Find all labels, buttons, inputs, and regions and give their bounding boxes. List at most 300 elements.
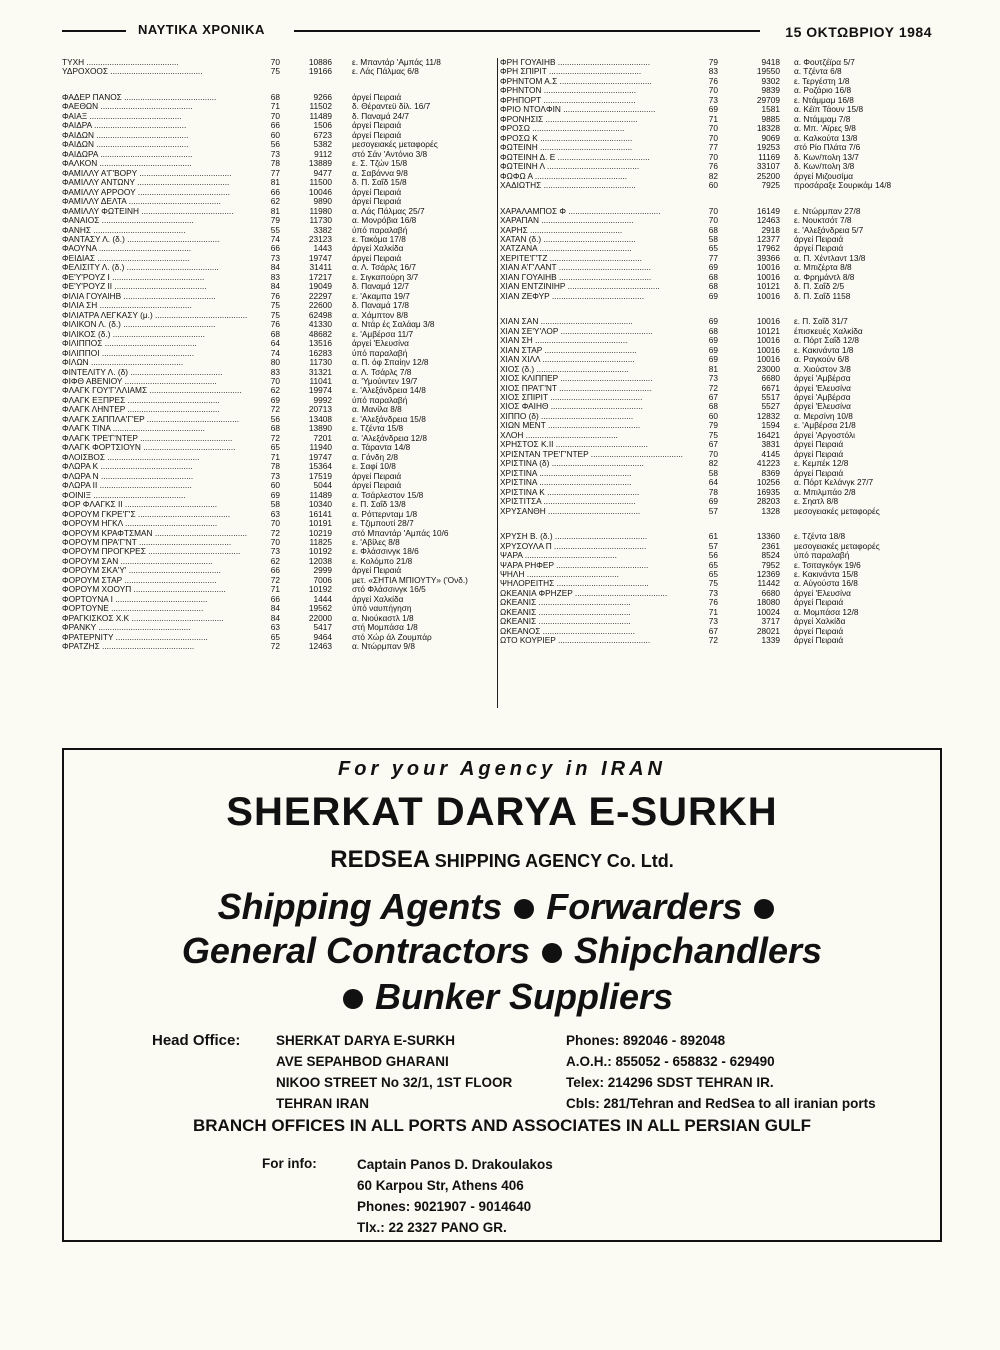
build-year: 58 bbox=[270, 499, 280, 510]
build-year: 72 bbox=[270, 527, 280, 538]
tonnage: 10340 bbox=[308, 499, 332, 510]
ship-name: ΦΑΛΚΟΝ ........................................ bbox=[62, 158, 192, 169]
ship-status: άργεί Πειραιά bbox=[352, 129, 402, 140]
tonnage: 9464 bbox=[313, 631, 332, 642]
ship-name: ΧΑΔΙΩΤΗΣ ........................................ bbox=[500, 180, 636, 191]
ship-row bbox=[500, 292, 940, 301]
tonnage: 8524 bbox=[761, 550, 780, 561]
ship-name: ΧΡΙΣΤΙΤΣΑ ........................................ bbox=[500, 496, 636, 507]
tonnage: 12463 bbox=[308, 641, 332, 652]
ship-name: ΧΑΡΗΣ ........................................ bbox=[500, 224, 623, 235]
ship-name: ΦΡΗΠΟΡΤ ........................................ bbox=[500, 94, 636, 105]
ship-name: ΦΟΡΟΥΜ ΣΚΑ'Υ' ........................................ bbox=[62, 565, 221, 576]
build-year: 66 bbox=[270, 186, 280, 197]
ship-name: ΦΑΕΘΩΝ ........................................ bbox=[62, 101, 193, 112]
build-year: 68 bbox=[708, 281, 718, 292]
tonnage: 1339 bbox=[761, 635, 780, 646]
ship-status: α. Ρόττερνταμ 1/8 bbox=[352, 508, 418, 519]
ship-name: ΦΡΑΓΚΙΣΚΟΣ Χ.Κ ........................................ bbox=[62, 612, 224, 623]
tonnage: 9839 bbox=[761, 85, 780, 96]
ship-status: άργεί Χαλκίδα bbox=[352, 593, 404, 604]
ship-status: ύπό παραλαβή bbox=[352, 394, 408, 405]
ship-name: ΧΙΑΝ ΣΤΑΡ ........................................ bbox=[500, 344, 637, 355]
ship-group bbox=[62, 93, 492, 652]
ship-name: ΧΙΟΣ ΦΑΙΗΘ ........................................ bbox=[500, 401, 643, 412]
contact-line: Phones: 892046 - 892048 bbox=[566, 1033, 726, 1048]
ship-status: δ. Παναμά 17/8 bbox=[352, 300, 409, 311]
ship-status: άργεί Χαλκίδα bbox=[352, 243, 404, 254]
ship-name: ΦΛΟΙΣΒΟΣ ........................................ bbox=[62, 451, 200, 462]
ship-status: ε. Π. Σαΐδ 13/8 bbox=[352, 499, 406, 510]
ship-name: ΦΡΑΤΕΡΝΙΤΥ ........................................ bbox=[62, 631, 208, 642]
ship-name: ΧΙΟΣ ΚΛΙΠΠΕΡ ........................................ bbox=[500, 373, 653, 384]
ship-name: ΧΡΙΣΤΙΝΑ ........................................ bbox=[500, 477, 632, 488]
ship-status: άργεί Πειραιά bbox=[352, 565, 402, 576]
tonnage: 1506 bbox=[313, 120, 332, 131]
ship-name: ΦΑΜΙΛΛΥ Α'Γ'ΒΟΡΥ ........................................ bbox=[62, 167, 232, 178]
ship-name: ΦΡΟΣΩ Κ ........................................ bbox=[500, 132, 633, 143]
tonnage: 18080 bbox=[756, 597, 780, 608]
ship-name: ΧΑΡΑΠΑΝ ........................................ bbox=[500, 215, 634, 226]
ship-status: α. Αύγούστα 16/8 bbox=[794, 578, 858, 589]
tonnage: 19049 bbox=[308, 281, 332, 292]
tonnage: 11489 bbox=[309, 110, 332, 121]
ship-status: ύπό ναυπήγηση bbox=[352, 603, 412, 614]
ship-name: ΦΙΦΘ ΑΒΕΝΙΟΥ ........................................ bbox=[62, 376, 217, 386]
ship-name: ΦΛΩΡΑ Ν ........................................ bbox=[62, 470, 194, 481]
ship-status: ε. Σαφί 10/8 bbox=[352, 461, 396, 472]
info-line: Phones: 9021907 - 9014640 bbox=[357, 1199, 532, 1214]
tonnage: 11489 bbox=[309, 489, 332, 500]
tonnage: 11730 bbox=[309, 357, 332, 368]
build-year: 67 bbox=[708, 439, 718, 450]
ship-name: ΦΑΙΔΩΡΑ ........................................ bbox=[62, 148, 193, 159]
tonnage: 6671 bbox=[761, 382, 780, 393]
ship-status: μεσογειακές μεταφορές bbox=[794, 505, 880, 516]
ship-name: ΦΑΟΥΝΑ ........................................ bbox=[62, 243, 192, 254]
build-year: 79 bbox=[270, 215, 280, 226]
ship-name: ΦΛΩΡΑ ΙΙ ........................................ bbox=[62, 480, 192, 491]
tonnage: 19747 bbox=[308, 451, 332, 462]
build-year: 69 bbox=[270, 394, 280, 405]
build-year: 81 bbox=[708, 363, 718, 374]
ship-name: ΦΕ'Υ'ΡΟΥΖ ΙΙ ........................................ bbox=[62, 281, 207, 292]
ship-group bbox=[62, 58, 492, 77]
ship-status: α. Πόρτ Σαΐδ 12/8 bbox=[794, 335, 860, 346]
build-year: 65 bbox=[708, 568, 718, 579]
build-year: 62 bbox=[270, 385, 280, 396]
tonnage: 10192 bbox=[308, 584, 332, 595]
ship-status: άργεί 'Ελευσίνα bbox=[794, 587, 851, 598]
ship-status: ε. Νουκτσότ 7/8 bbox=[794, 215, 852, 226]
build-year: 69 bbox=[708, 262, 718, 273]
build-year: 66 bbox=[270, 120, 280, 131]
build-year: 65 bbox=[270, 442, 280, 453]
column-divider bbox=[497, 58, 498, 708]
build-year: 71 bbox=[708, 606, 718, 617]
tonnage: 48682 bbox=[308, 328, 332, 339]
ship-name: ΦΟΡΤΟΥΝΑ Ι ........................................ bbox=[62, 593, 208, 604]
ship-status: α. Μερσίνη 10/8 bbox=[794, 410, 853, 421]
build-year: 75 bbox=[270, 309, 280, 320]
ship-status: δ. Θέραντεϋ δίλ. 16/7 bbox=[352, 101, 431, 112]
tonnage: 5044 bbox=[313, 480, 332, 491]
ship-status: ε. Π. Σαΐδ 31/7 bbox=[794, 316, 848, 327]
tonnage: 13408 bbox=[308, 413, 332, 424]
build-year: 78 bbox=[270, 461, 280, 472]
tonnage: 33107 bbox=[756, 161, 780, 172]
build-year: 67 bbox=[708, 392, 718, 402]
build-year: 72 bbox=[270, 432, 280, 443]
ship-name: ΦΑΜΙΛΛΥ ΑΝΤΩΝΥ ........................................ bbox=[62, 177, 230, 188]
ship-status: άργεί Χαλκίδα bbox=[794, 616, 846, 627]
ship-name: ΧΙΑΝ ΣΑΝ ........................................ bbox=[500, 316, 633, 327]
tonnage: 13516 bbox=[308, 338, 332, 349]
tonnage: 10016 bbox=[756, 354, 780, 365]
tonnage: 12369 bbox=[756, 568, 780, 579]
build-year: 78 bbox=[270, 158, 280, 169]
ship-status: δ. Παναμά 12/7 bbox=[352, 281, 409, 292]
ship-status: έπισκευές Χαλκίδα bbox=[794, 325, 863, 336]
build-year: 71 bbox=[270, 101, 280, 112]
ship-status: άργεί Πειραιά bbox=[352, 186, 402, 197]
tonnage: 23123 bbox=[308, 233, 332, 244]
service-shipping-agents: Shipping Agents bbox=[217, 886, 503, 927]
ship-status: α. Γάνδη 2/8 bbox=[352, 451, 398, 462]
build-year: 58 bbox=[708, 467, 718, 478]
build-year: 76 bbox=[708, 161, 718, 172]
ship-name: ΦΑΜΙΛΛΥ ΔΕΛΤΑ ........................................ bbox=[62, 196, 221, 207]
build-year: 65 bbox=[708, 559, 718, 570]
build-year: 61 bbox=[708, 531, 718, 542]
tonnage: 7952 bbox=[761, 559, 780, 570]
ship-name: ΧΙΑΝ ΧΙΛΛ ........................................ bbox=[500, 354, 635, 365]
ship-status: ε. Σ. Τζών 15/8 bbox=[352, 158, 408, 169]
ship-name: ΦΡΙΟ ΝΤΟΛΦΙΝ ........................................ bbox=[500, 104, 656, 115]
build-year: 73 bbox=[708, 373, 718, 384]
ship-name: ΦΑΙΔΩΝ ........................................ bbox=[62, 129, 189, 140]
tonnage: 17217 bbox=[308, 271, 332, 282]
ship-name: ΦΕ'Υ'ΡΟΥΖ Ι ........................................ bbox=[62, 271, 205, 282]
ship-name: ΦΛΑΓΚ ΦΟΡΤΣΙΟΥΝ ........................................ bbox=[62, 442, 236, 453]
build-year: 70 bbox=[270, 518, 280, 529]
ship-group bbox=[500, 532, 940, 646]
tonnage: 22297 bbox=[308, 290, 332, 301]
ship-status: άργεί Πειραιά bbox=[794, 439, 844, 450]
contact-details bbox=[566, 1030, 876, 1114]
build-year: 69 bbox=[708, 290, 718, 301]
build-year: 66 bbox=[270, 593, 280, 604]
ship-name: ΩΚΕΑΝΙΣ ........................................ bbox=[500, 606, 631, 617]
build-year: 71 bbox=[708, 113, 718, 124]
build-year: 74 bbox=[270, 233, 280, 244]
build-year: 75 bbox=[270, 66, 280, 77]
build-year: 84 bbox=[270, 612, 280, 623]
ship-status: άργεί Μιζουσίμα bbox=[794, 170, 854, 181]
tonnage: 12377 bbox=[756, 233, 780, 244]
bullet-dot-icon bbox=[343, 989, 363, 1009]
ship-status: α. Κέϊπ Τάουν 15/8 bbox=[794, 104, 864, 115]
tonnage: 19562 bbox=[308, 603, 332, 614]
ship-status: α. Φουτζέϊρα 5/7 bbox=[794, 57, 855, 67]
ship-name: ΦΟΡ ΦΛΑΓΚΣ ΙΙ ........................................ bbox=[62, 499, 218, 510]
tonnage: 10886 bbox=[308, 57, 332, 67]
ship-name: ΧΙΟΣ (δ.) ........................................ bbox=[500, 363, 629, 374]
build-year: 57 bbox=[708, 505, 718, 516]
tonnage: 7925 bbox=[761, 180, 780, 191]
ship-name: ΦΟΡΟΥΜ ΗΓΚΛ ........................................ bbox=[62, 518, 218, 529]
ship-name: ΩΚΕΑΝΙΣ ........................................ bbox=[500, 597, 631, 608]
ship-name: ΨΑΡΑ ΡΗΦΕΡ ........................................ bbox=[500, 559, 649, 570]
build-year: 62 bbox=[270, 555, 280, 566]
tonnage: 3717 bbox=[761, 616, 780, 627]
ship-name: ΦΙΛΙΑ ΓΟΥΑΙΗΒ ........................................ bbox=[62, 290, 216, 301]
ship-status: στή Μομπάσα 1/8 bbox=[352, 622, 418, 633]
ship-name: ΧΡΗΣΤΟΣ Κ.ΙΙ ........................................ bbox=[500, 439, 648, 450]
ship-name: ΦΟΡΟΥΜ ΓΚΡΕ'Γ'Σ ........................................ bbox=[62, 508, 231, 519]
build-year: 66 bbox=[270, 243, 280, 254]
build-year: 60 bbox=[708, 410, 718, 421]
tonnage: 11442 bbox=[757, 578, 780, 589]
tonnage: 1581 bbox=[761, 104, 780, 115]
build-year: 74 bbox=[270, 347, 280, 358]
build-year: 70 bbox=[270, 536, 280, 547]
ship-status: άργεί Πειραιά bbox=[352, 120, 402, 131]
tonnage: 10046 bbox=[308, 186, 332, 197]
ship-name: ΧΑΤΑΝ (δ.) ........................................ bbox=[500, 233, 636, 244]
ship-status: ε. Μπαντάρ 'Αμπάς 11/8 bbox=[352, 57, 441, 67]
ship-list-right-column bbox=[500, 58, 940, 662]
ship-name: ΦΑΜΙΛΛΥ ΑΡΡΟΟΥ ........................................ bbox=[62, 186, 230, 197]
build-year: 82 bbox=[708, 170, 718, 181]
ship-list-left-column bbox=[62, 58, 492, 668]
tonnage: 13890 bbox=[308, 423, 332, 434]
tonnage: 19253 bbox=[756, 142, 780, 153]
ship-status: άργεί Πειραιά bbox=[352, 196, 402, 207]
head-office-label: Head Office: bbox=[152, 1032, 241, 1049]
build-year: 73 bbox=[708, 587, 718, 598]
build-year: 83 bbox=[708, 66, 718, 77]
build-year: 76 bbox=[708, 597, 718, 608]
ship-name: ΧΕΡΙΤΕ'Γ'ΤΖ ........................................ bbox=[500, 252, 642, 263]
build-year: 62 bbox=[270, 196, 280, 207]
tonnage: 1444 bbox=[313, 593, 332, 604]
ship-name: ΧΡΥΣΗ Β. (δ.) ........................................ bbox=[500, 531, 648, 542]
ship-name: ΦΑΙΔΡΑ ........................................ bbox=[62, 120, 187, 131]
build-year: 81 bbox=[270, 205, 280, 216]
ship-name: ΦΛΑΓΚ ΛΗΝΤΕΡ ........................................ bbox=[62, 404, 220, 415]
tonnage: 7006 bbox=[313, 574, 332, 585]
ship-group bbox=[500, 317, 940, 516]
tonnage: 3382 bbox=[313, 224, 332, 235]
ship-status: α. Τσάρλεστον 15/8 bbox=[352, 489, 424, 500]
service-bunker-suppliers: Bunker Suppliers bbox=[374, 976, 674, 1017]
build-year: 66 bbox=[270, 565, 280, 576]
build-year: 70 bbox=[708, 215, 718, 226]
info-contact bbox=[357, 1154, 553, 1238]
build-year: 79 bbox=[708, 420, 718, 431]
tonnage: 9992 bbox=[313, 394, 332, 405]
ship-name: ΦΟΡΟΥΜ ΚΡΑΦΤΣΜΑΝ ........................................ bbox=[62, 527, 248, 538]
ship-name: ΧΡΥΣΑΝΘΗ ........................................ bbox=[500, 505, 641, 516]
ship-status: άργεί 'Αμβέρσα bbox=[794, 373, 851, 384]
build-year: 77 bbox=[708, 142, 718, 153]
ship-name: ΧΙΑΝ ΣΗ ........................................ bbox=[500, 335, 628, 346]
ship-name: ΧΡΙΣΤΙΝΑ Κ ........................................ bbox=[500, 486, 640, 497]
tonnage: 11502 bbox=[309, 101, 332, 112]
build-year: 56 bbox=[270, 139, 280, 150]
ship-status: ε. 'Αμβέρσα 21/8 bbox=[794, 420, 856, 431]
tonnage: 10016 bbox=[756, 262, 780, 273]
build-year: 71 bbox=[270, 584, 280, 595]
ship-name: ΦΑΝΗΣ ........................................ bbox=[62, 224, 186, 235]
tonnage: 5382 bbox=[313, 139, 332, 150]
ship-name: ΦΛΑΓΚ ΣΑΠΠΛΑ'Γ'ΕΡ ........................................ bbox=[62, 413, 239, 424]
tonnage: 10219 bbox=[308, 527, 332, 538]
build-year: 75 bbox=[708, 578, 718, 589]
tonnage: 31321 bbox=[308, 366, 332, 377]
tonnage: 10016 bbox=[756, 316, 780, 327]
tonnage: 16935 bbox=[756, 486, 780, 497]
tonnage: 11041 bbox=[309, 376, 332, 386]
tonnage: 9112 bbox=[314, 148, 332, 159]
ship-status: άργεί Πειραιά bbox=[794, 597, 844, 608]
header-rule-left bbox=[62, 30, 126, 32]
build-year: 76 bbox=[270, 290, 280, 301]
tonnage: 20713 bbox=[308, 404, 332, 415]
ship-name: ΦΡΗ ΓΟΥΑΙΗΒ ........................................ bbox=[500, 57, 651, 67]
ship-name: ΦΛΑΓΚ ΕΞΠΡΕΣ ........................................ bbox=[62, 394, 220, 405]
ship-status: άργεί 'Ελευσίνα bbox=[794, 382, 851, 393]
build-year: 71 bbox=[270, 451, 280, 462]
tonnage: 9477 bbox=[313, 167, 332, 178]
ship-name: ΧΙΩΝ ΜΕΝΤ ........................................ bbox=[500, 420, 641, 431]
tonnage: 3831 bbox=[761, 439, 780, 450]
ship-status: ύπό παραλαβή bbox=[352, 224, 408, 235]
page-header bbox=[62, 22, 940, 42]
ship-name: ΦΡΗΝΤΟΝ ........................................ bbox=[500, 85, 637, 96]
ship-name: ΧΙΑΝ ΓΟΥΑΙΗΒ ........................................ bbox=[500, 271, 652, 282]
ship-status: α. Μονρόβια 16/8 bbox=[352, 215, 417, 226]
ship-name: ΦΡΗ ΣΠΙΡΙΤ ........................................ bbox=[500, 66, 642, 77]
ship-status: μετ. «ΣΗΤΙΑ ΜΠΙΟΥΤΥ» ('Ονδ.) bbox=[352, 574, 468, 585]
ship-name: ΨΗΛΗ ........................................ bbox=[500, 568, 619, 579]
build-year: 72 bbox=[708, 382, 718, 393]
ship-status: α. Μανίλα 8/8 bbox=[352, 404, 402, 415]
tonnage: 10016 bbox=[756, 271, 780, 282]
build-year: 70 bbox=[270, 57, 280, 67]
build-year: 70 bbox=[708, 123, 718, 134]
ship-status: στό Χώρ άλ Ζουμπάρ bbox=[352, 631, 432, 642]
ship-name: ΦΛΑΓΚ ΤΡΕ'Γ'ΝΤΕΡ ........................................ bbox=[62, 432, 233, 443]
ship-status: άργεί 'Αργοστόλι bbox=[794, 429, 855, 440]
build-year: 69 bbox=[270, 489, 280, 500]
tonnage: 6723 bbox=[313, 129, 332, 140]
tonnage: 2918 bbox=[761, 224, 780, 235]
ship-name: ΧΛΟΗ ........................................ bbox=[500, 429, 618, 440]
tonnage: 16141 bbox=[308, 508, 332, 519]
ship-name: ΧΑΡΑΛΑΜΠΟΣ Φ ........................................ bbox=[500, 205, 661, 216]
ship-name: ΦΩΦΩ Α ........................................ bbox=[500, 170, 628, 181]
build-year: 63 bbox=[270, 622, 280, 633]
ship-name: ΩΚΕΑΝΙΣ ........................................ bbox=[500, 616, 631, 627]
build-year: 84 bbox=[270, 603, 280, 614]
ship-status: ε. Τακόμα 17/8 bbox=[352, 233, 406, 244]
ad-services-line-3 bbox=[64, 976, 940, 1018]
ship-status: ε. 'Αλεξάνδρεια 5/7 bbox=[794, 224, 864, 235]
ship-status: α. Π. όφ Σπαίην 12/8 bbox=[352, 357, 429, 368]
ship-name: ΦΡΗΝΤΟΜ Α.Σ ........................................ bbox=[500, 75, 652, 86]
build-year: 69 bbox=[708, 496, 718, 507]
tonnage: 6680 bbox=[761, 587, 780, 598]
ship-name: ΦΛΩΡΑ Κ ........................................ bbox=[62, 461, 193, 472]
ship-status: ε. Ντάμμαμ 16/8 bbox=[794, 94, 854, 105]
bullet-dot-icon bbox=[514, 899, 534, 919]
build-year: 55 bbox=[270, 224, 280, 235]
tonnage: 2999 bbox=[313, 565, 332, 576]
bullet-dot-icon bbox=[542, 943, 562, 963]
ship-name: ΦΩΤΕΙΝΗ Λ ........................................ bbox=[500, 161, 640, 172]
tonnage: 62498 bbox=[308, 309, 332, 320]
tonnage: 13889 bbox=[308, 158, 332, 169]
ship-status: ε. Κακινάντα 15/8 bbox=[794, 568, 859, 579]
ship-status: στό Μπαντάρ 'Αμπάς 10/6 bbox=[352, 527, 449, 538]
info-label: For info: bbox=[262, 1156, 317, 1171]
ship-name: ΦΡΟΝΗΣΙΣ ........................................ bbox=[500, 113, 638, 124]
ship-name: ΦΡΑΝΚΥ ........................................ bbox=[62, 622, 191, 633]
ship-row bbox=[500, 636, 940, 645]
tonnage: 17962 bbox=[756, 243, 780, 254]
ship-status: άργεί Πειραιά bbox=[794, 243, 844, 254]
ship-name: ΥΔΡΟΧΟΟΣ ........................................ bbox=[62, 66, 203, 77]
ship-status: ε. Ντώρμπαν 27/8 bbox=[794, 205, 861, 216]
build-year: 77 bbox=[270, 167, 280, 178]
build-year: 67 bbox=[708, 625, 718, 636]
build-year: 65 bbox=[270, 631, 280, 642]
ship-name: ΦΑΙΑΞ ........................................ bbox=[62, 110, 182, 121]
ship-status: α. Ροζάριο 16/8 bbox=[794, 85, 852, 96]
tonnage: 10192 bbox=[308, 546, 332, 557]
ship-status: άργεί Πειραιά bbox=[794, 635, 844, 646]
build-year: 68 bbox=[270, 328, 280, 339]
info-line: Tlx.: 22 2327 PANO GR. bbox=[357, 1220, 507, 1235]
tonnage: 2361 bbox=[761, 540, 780, 551]
tonnage: 13360 bbox=[756, 531, 780, 542]
ship-name: ΦΩΤΕΙΝΗ ........................................ bbox=[500, 142, 633, 153]
tonnage: 22000 bbox=[308, 612, 332, 623]
ship-status: α. Λ. Τσάρλς 16/7 bbox=[352, 262, 416, 273]
build-year: 56 bbox=[270, 413, 280, 424]
tonnage: 10016 bbox=[756, 290, 780, 301]
tonnage: 28021 bbox=[756, 625, 780, 636]
ship-status: α. Πόρτ Κελάνγκ 27/7 bbox=[794, 477, 874, 488]
ship-name: ΦΙΛΙΑΤΡΑ ΛΕΓΚΑΣΥ (μ.) ........................................ bbox=[62, 309, 248, 320]
ship-status: μεσογειακές μεταφορές bbox=[794, 540, 880, 551]
address-line: NIKOO STREET No 32/1, 1ST FLOOR bbox=[276, 1075, 513, 1090]
ship-name: ΩΤΟ ΚΟΥΡΙΕΡ ........................................ bbox=[500, 635, 651, 646]
ship-name: ΧΑΤΖΑΝΑ ........................................ bbox=[500, 243, 632, 254]
build-year: 84 bbox=[270, 262, 280, 273]
tonnage: 12463 bbox=[756, 215, 780, 226]
tonnage: 12038 bbox=[308, 555, 332, 566]
tonnage: 9890 bbox=[313, 196, 332, 207]
build-year: 78 bbox=[708, 486, 718, 497]
ship-status: ύπό παραλαβή bbox=[352, 347, 408, 358]
tonnage: 29709 bbox=[756, 94, 780, 105]
ship-status: προσάραξε Σουρικάμ 14/8 bbox=[794, 180, 892, 191]
ship-status: α. Μπιλμπάο 2/8 bbox=[794, 486, 856, 497]
tonnage: 16149 bbox=[756, 205, 780, 216]
